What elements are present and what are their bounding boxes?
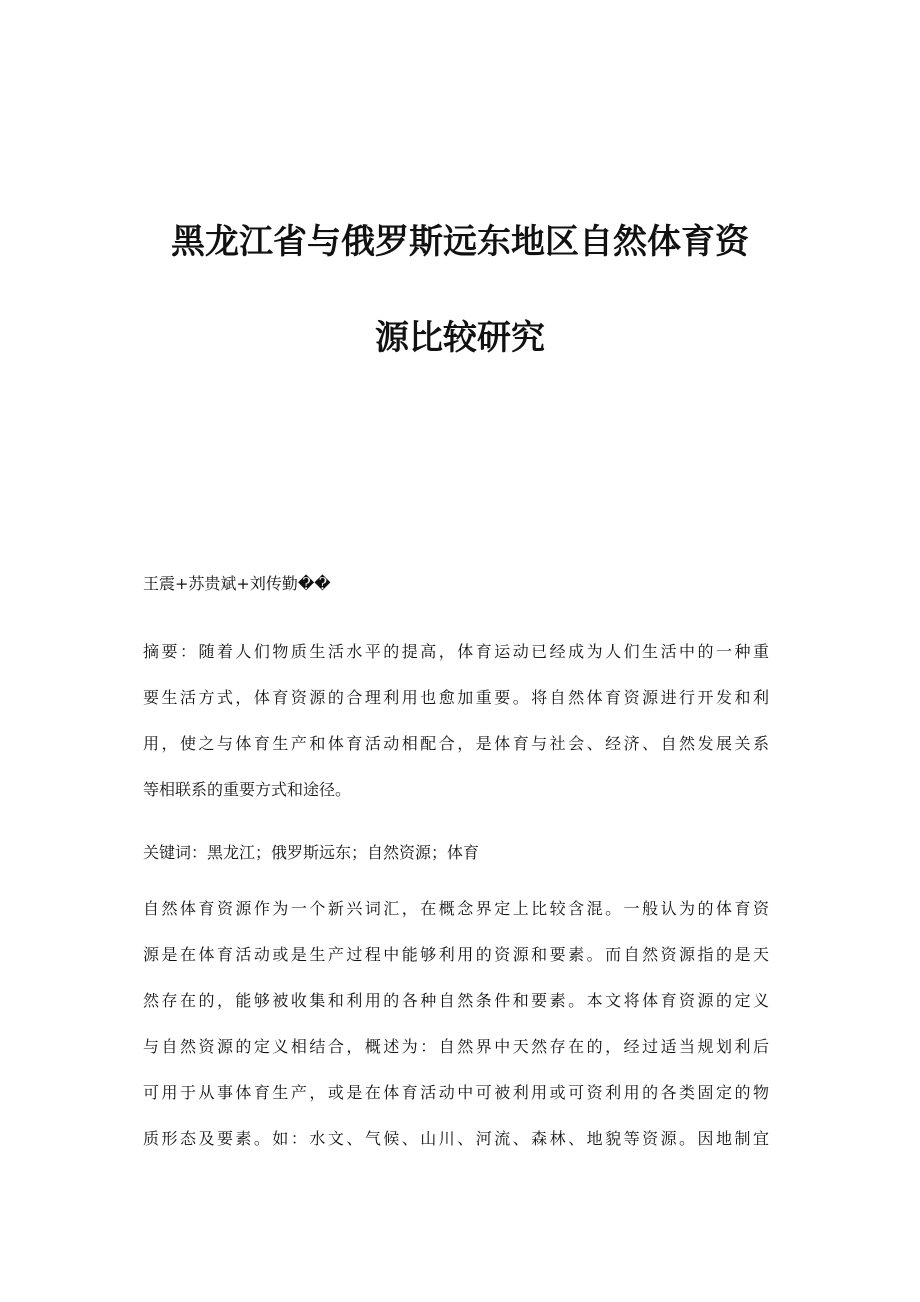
abstract-line: 用，使之与体育生产和体育活动相配合，是体育与社会、经济、自然发展关系 bbox=[143, 734, 769, 753]
document-title-line-2: 源比较研究 bbox=[375, 318, 545, 358]
abstract-line: 摘要：随着人们物质生活水平的提高，体育运动已经成为人们生活中的一种重 bbox=[143, 642, 769, 661]
abstract-paragraph bbox=[143, 640, 769, 824]
body-line: 源是在体育活动或是生产过程中能够利用的资源和要素。而自然资源指的是天 bbox=[143, 945, 769, 964]
body-line: 与自然资源的定义相结合，概述为：自然界中天然存在的，经过适当规划利后 bbox=[143, 1037, 769, 1056]
keywords-line: 关键词：黑龙江；俄罗斯远东；自然资源；体育 bbox=[143, 843, 480, 862]
body-line: 可用于从事体育生产，或是在体育活动中可被利用或可资利用的各类固定的物 bbox=[143, 1083, 769, 1102]
body-line: 自然体育资源作为一个新兴词汇，在概念界定上比较含混。一般认为的体育资 bbox=[143, 899, 769, 918]
body-line: 质形态及要素。如：水文、气候、山川、河流、森林、地貌等资源。因地制宜 bbox=[143, 1129, 769, 1148]
author-line: 王震+苏贵斌+刘传勤�� bbox=[143, 574, 331, 593]
abstract-line: 要生活方式，体育资源的合理利用也愈加重要。将自然体育资源进行开发和利 bbox=[143, 688, 769, 707]
document-title-line-1: 黑龙江省与俄罗斯远东地区自然体育资 bbox=[171, 222, 749, 262]
body-line: 然存在的，能够被收集和利用的各种自然条件和要素。本文将体育资源的定义 bbox=[143, 991, 769, 1010]
body-paragraph bbox=[143, 897, 769, 1173]
abstract-line: 等相联系的重要方式和途径。 bbox=[143, 780, 352, 799]
